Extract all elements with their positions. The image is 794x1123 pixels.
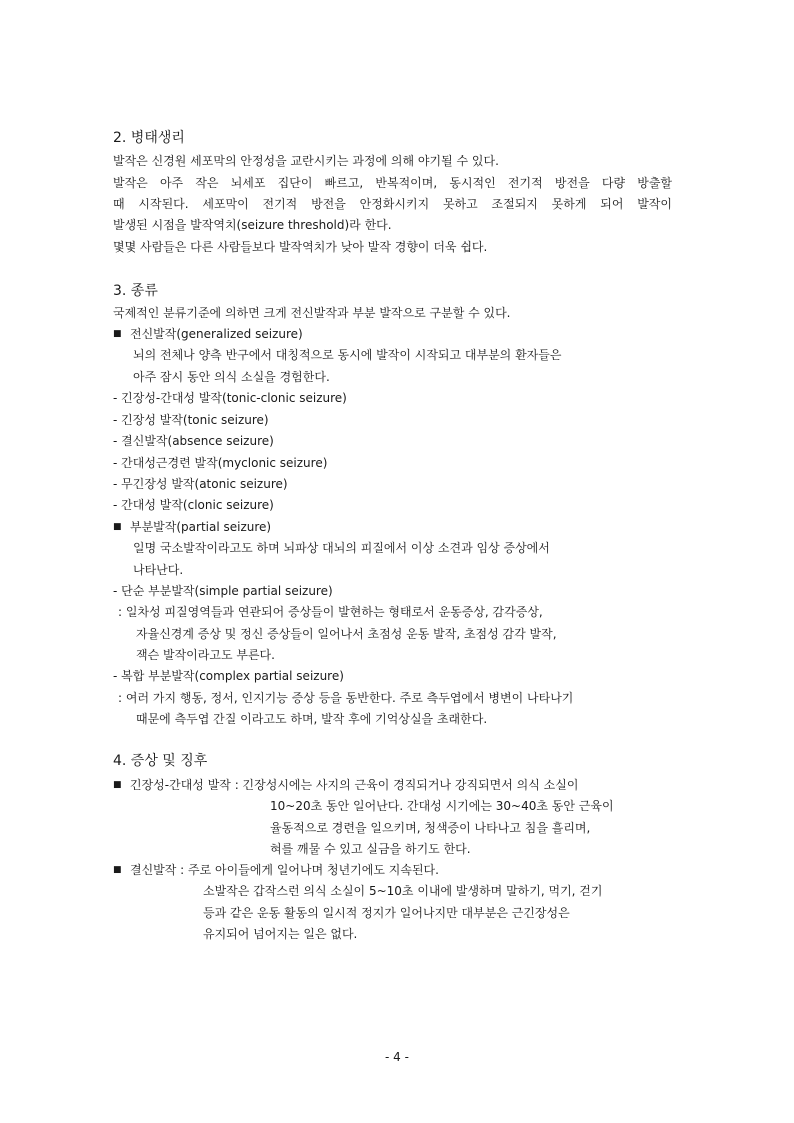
paragraph-line: 발작은 신경원 세포막의 안정성을 교란시키는 과정에 의해 야기될 수 있다.	[113, 154, 499, 168]
paragraph-line: 때문에 측두엽 간질 이라고도 하며, 발작 후에 기억상실을 초래한다.	[136, 712, 488, 726]
paragraph-line: 발생된 시점을 발작역치(seizure threshold)라 한다.	[113, 218, 392, 232]
paragraph-line: : 일차성 피질영역들과 연관되어 증상들이 발현하는 형태로서 운동증상, 감각증상,	[118, 605, 543, 619]
partial-seizure-title: 부분발작(partial seizure)	[130, 520, 272, 534]
list-item: - 긴장성-간대성 발작(tonic-clonic seizure)	[113, 391, 347, 405]
bullet-square-icon: ■	[113, 865, 122, 875]
paragraph-line: 몇몇 사람들은 다른 사람들보다 발작역치가 낮아 발작 경향이 더욱 쉽다.	[113, 240, 488, 254]
paragraph-line: 유지되어 넘어지는 일은 없다.	[203, 927, 358, 941]
tonic-clonic-label: 긴장성-간대성 발작 : 긴장성시에는 사지의 근육이 경직되거나 강직되면서 의식 소실이	[130, 778, 579, 792]
bullet-square-icon: ■	[113, 780, 122, 790]
paragraph-line: 아주 잠시 동안 의식 소실을 경험한다.	[133, 370, 330, 384]
paragraph-line: : 여러 가지 행동, 정서, 인지기능 증상 등을 동반한다. 주로 측두엽에서 병변이 나타나기	[118, 691, 574, 705]
paragraph-line: 나타난다.	[133, 563, 184, 577]
generalized-seizure-title: 전신발작(generalized seizure)	[130, 327, 303, 341]
section-heading-symptoms: 4. 증상 및 징후	[113, 753, 208, 769]
bullet-square-icon: ■	[113, 329, 122, 339]
list-item: - 긴장성 발작(tonic seizure)	[113, 413, 269, 427]
paragraph-line: 뇌의 전체나 양측 반구에서 대칭적으로 동시에 발작이 시작되고 대부분의 환자들은	[133, 348, 562, 362]
list-item: - 간대성 발작(clonic seizure)	[113, 498, 274, 512]
list-item: - 복합 부분발작(complex partial seizure)	[113, 669, 344, 683]
list-item: - 간대성근경련 발작(myclonic seizure)	[113, 456, 328, 470]
paragraph-line: 때 시작된다. 세포막이 전기적 방전을 안정화시키지 못하고 조절되지 못하게 되어 발작이	[113, 197, 672, 211]
paragraph-line: 일명 국소발작이라고도 하며 뇌파상 대뇌의 피질에서 이상 소견과 임상 증상에서	[133, 541, 550, 555]
paragraph-line: 10~20초 동안 일어난다. 간대성 시기에는 30~40초 동안 근육이	[270, 799, 614, 813]
section-heading-types: 3. 종류	[113, 283, 158, 299]
page-number: - 4 -	[385, 1050, 409, 1064]
paragraph-line: 소발작은 갑작스런 의식 소실이 5~10초 이내에 발생하며 말하기, 먹기, 걷기	[203, 884, 603, 898]
bullet-square-icon: ■	[113, 522, 122, 532]
list-item: - 결신발작(absence seizure)	[113, 434, 274, 448]
paragraph-line: 국제적인 분류기준에 의하면 크게 전신발작과 부분 발작으로 구분할 수 있다.	[113, 306, 511, 320]
paragraph-line: 발작은 아주 작은 뇌세포 집단이 빠르고, 반복적이며, 동시적인 전기적 방전을 다량 방출할	[113, 176, 672, 190]
section-heading-pathophysiology: 2. 병태생리	[113, 130, 185, 146]
list-item: - 무긴장성 발작(atonic seizure)	[113, 477, 288, 491]
list-item: - 단순 부분발작(simple partial seizure)	[113, 584, 333, 598]
paragraph-line: 율동적으로 경련을 일으키며, 청색증이 나타나고 침을 흘리며,	[270, 821, 591, 835]
paragraph-line: 잭슨 발작이라고도 부른다.	[136, 648, 275, 662]
absence-seizure-label: 결신발작 : 주로 아이들에게 일어나며 청년기에도 지속된다.	[130, 863, 439, 877]
paragraph-line: 혀를 깨물 수 있고 실금을 하기도 한다.	[270, 842, 471, 856]
paragraph-line: 자율신경계 증상 및 정신 증상들이 일어나서 초점성 운동 발작, 초점성 감각 발작,	[136, 627, 557, 641]
paragraph-line: 등과 같은 운동 활동의 일시적 정지가 일어나지만 대부분은 근긴장성은	[203, 906, 570, 920]
